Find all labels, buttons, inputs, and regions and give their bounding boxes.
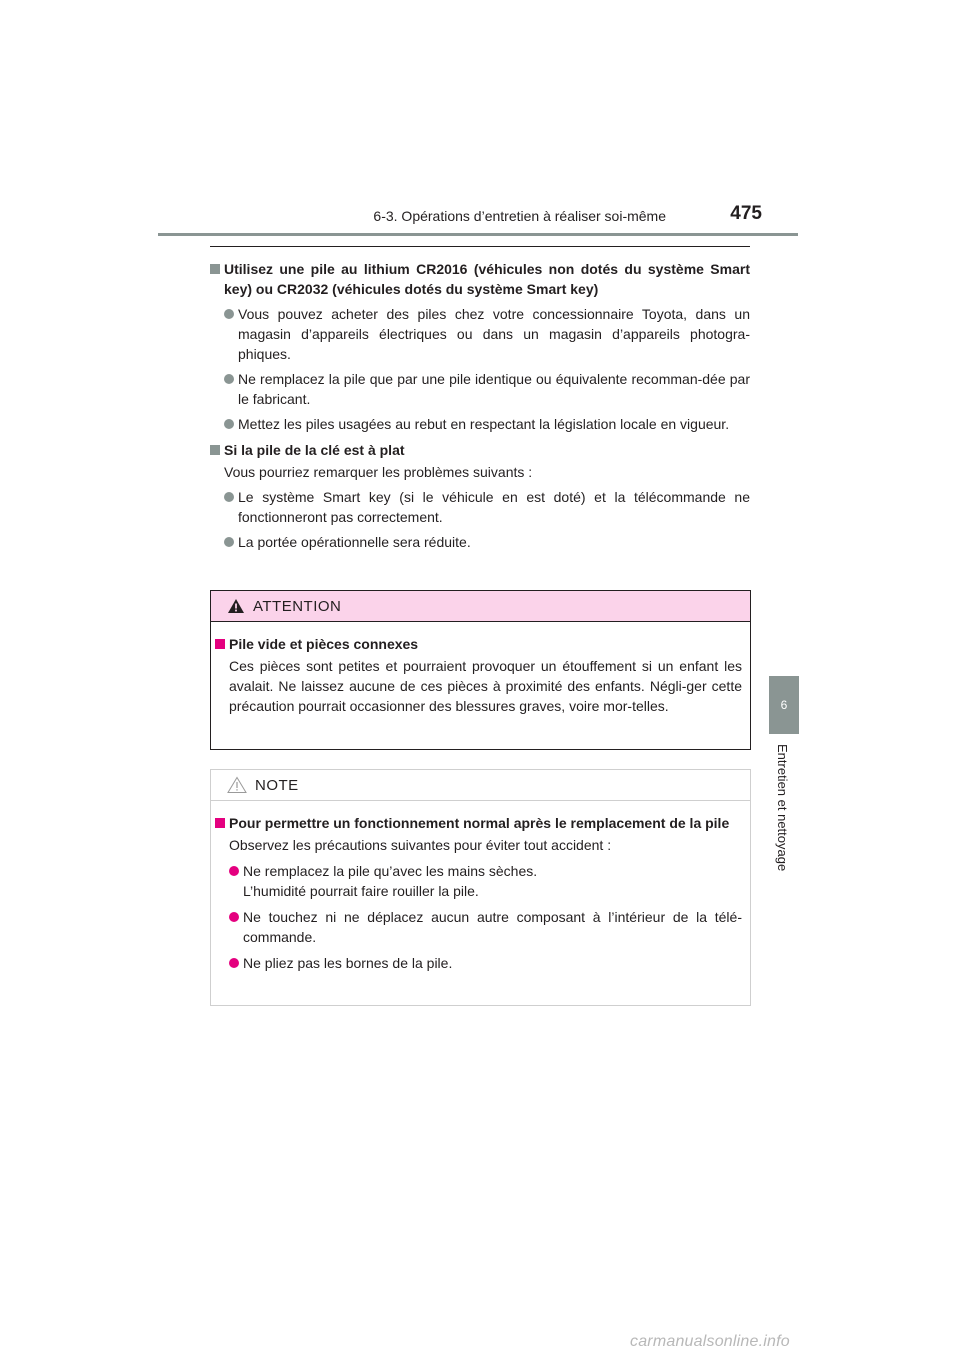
round-bullet-icon [224,492,234,502]
list-item: La portée opérationnelle sera réduite. [210,532,750,552]
list-item: Mettez les piles usagées au rebut en respectant la législation locale en vigueur. [210,414,750,434]
warning-outline-icon [227,776,247,794]
note-box [210,769,751,1006]
list-item: Le système Smart key (si le véhicule en est doté) et la télécommande ne fonctionneront pas correctement. [210,487,750,527]
section-title: 6-3. Opérations d’entretien à réaliser soi-même [373,208,666,224]
note-label: NOTE [255,776,299,794]
attention-body [211,622,750,716]
chapter-tab [769,676,799,734]
attention-text: Ces pièces sont petites et pourraient provoquer un étouffement si un enfant les avalait. Ne laissez aucune de ces pièces à proximité des enfants. Négli-ger cette précaution pourrait occasionner des blessures graves, voire mor-telles. [229,658,742,714]
list-item: Vous pouvez acheter des piles chez votre concessionnaire Toyota, dans un magasin d’appareils électriques ou dans un magasin d’appareils photogra-phiques. [210,304,750,364]
attention-label: ATTENTION [253,597,342,615]
content-rule [210,246,750,247]
square-bullet-icon [210,264,220,274]
round-bullet-icon [229,958,239,968]
round-bullet-icon [229,866,239,876]
list-item: Ne pliez pas les bornes de la pile. [215,953,742,973]
header-rule [158,233,798,236]
warning-filled-icon [227,598,245,614]
section-dead-battery [210,440,750,552]
list-item: Ne remplacez la pile qu’avec les mains sèches. L’humidité pourrait faire rouiller la pile. [215,861,742,901]
square-bullet-icon [215,818,225,828]
section-intro: Vous pourriez remarquer les problèmes suivants : [224,464,533,480]
main-content [210,246,750,558]
attention-box [210,590,751,750]
round-bullet-icon [224,374,234,384]
list-item: Ne touchez ni ne déplacez aucun autre composant à l’intérieur de la télé-commande. [215,907,742,947]
watermark: carmanualsonline.info [630,1333,790,1350]
attention-title: Pile vide et pièces connexes [215,634,742,654]
section-battery-type [210,259,750,434]
chapter-label: Entretien et nettoyage [775,744,790,872]
list-item: Ne remplacez la pile que par une pile identique ou équivalente recomman-dée par le fabricant. [210,369,750,409]
note-intro: Observez les précautions suivantes pour éviter tout accident : [229,837,612,853]
round-bullet-icon [224,537,234,547]
round-bullet-icon [229,912,239,922]
note-body [211,801,750,973]
chapter-number: 6 [780,698,788,712]
square-bullet-icon [210,445,220,455]
round-bullet-icon [224,309,234,319]
attention-header [211,591,750,622]
section-heading: Utilisez une pile au lithium CR2016 (véhicules non dotés du système Smart key) ou CR2032 (véhicules dotés du système Smart key) [210,259,750,299]
note-title: Pour permettre un fonctionnement normal après le remplacement de la pile [215,813,742,833]
note-header [211,770,750,801]
page-number: 475 [730,203,762,224]
round-bullet-icon [224,419,234,429]
square-bullet-icon [215,639,225,649]
section-heading: Si la pile de la clé est à plat [210,440,750,460]
